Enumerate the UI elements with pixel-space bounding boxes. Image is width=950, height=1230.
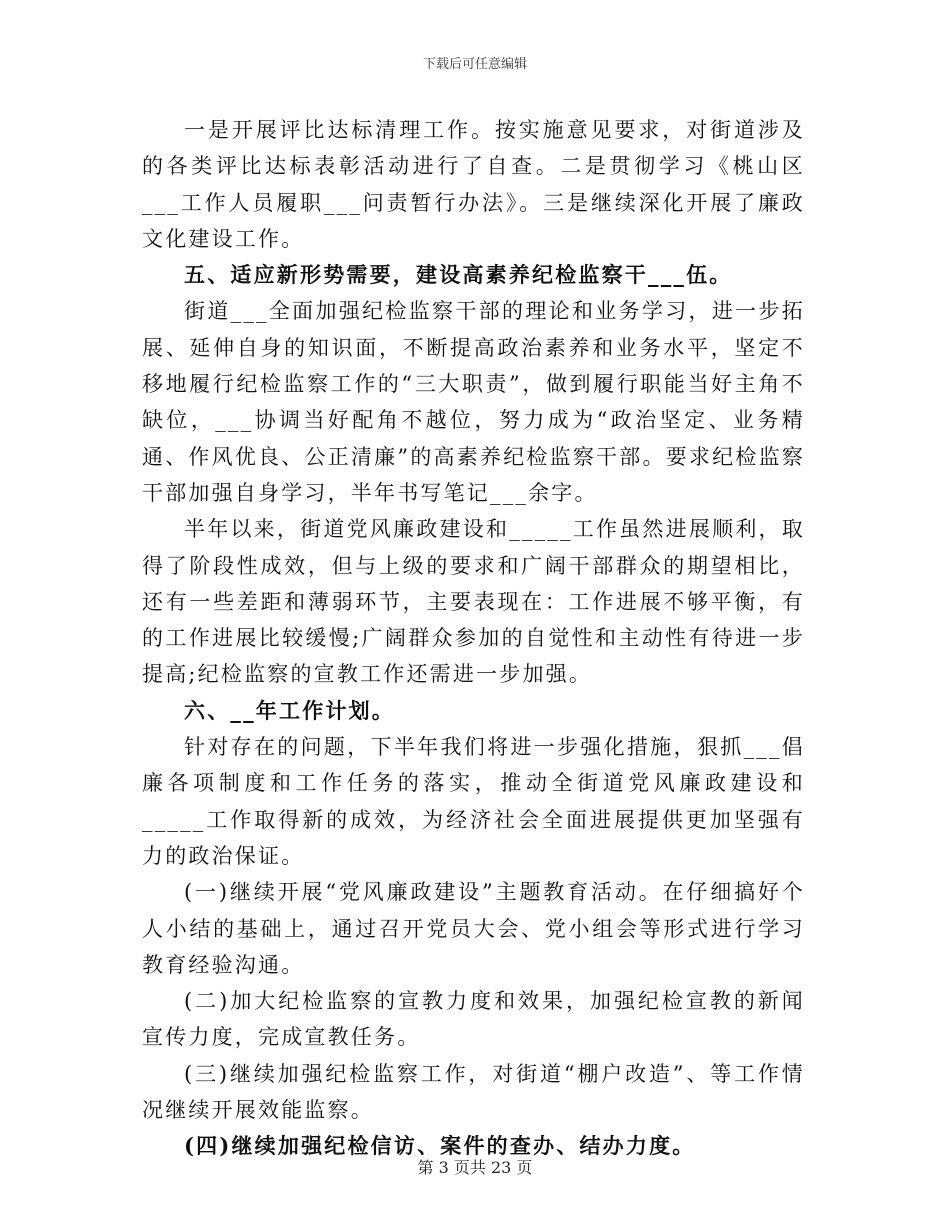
paragraph-plan-intro: 针对存在的问题，下半年我们将进一步强化措施，狠抓___倡廉各项制度和工作任务的落实，推动全街道党风廉政建设和_____工作取得新的成效，为经济社会全面进展提供更加坚强有力的政治保证。 <box>142 735 805 868</box>
paragraph-half-year-summary: 半年以来，街道党风廉政建设和_____工作虽然进展顺利，取得了阶段性成效，但与上级的要求和广阔干部群众的期望相比，还有一些差距和薄弱环节，主要表现在：工作进展不够平衡，有的工作进展比较缓慢;广阔群众参加的自觉性和主动性有待进一步提高;纪检监察的宣教工作还需进一步加强。 <box>142 517 805 687</box>
plan-item-2: (二)加大纪检监察的宣教力度和效果，加强纪检宣教的新闻宣传力度，完成宣教任务。 <box>142 989 805 1050</box>
plan-item-1: (一)继续开展“党风廉政建设”主题教育活动。在仔细搞好个人小结的基础上，通过召开党员大会、党小组会等形式进行学习教育经验沟通。 <box>142 880 805 977</box>
document-body <box>142 112 805 1165</box>
paragraph-item-1: 一是开展评比达标清理工作。按实施意见要求，对街道涉及的各类评比达标表彰活动进行了自查。二是贯彻学习《桃山区___工作人员履职___问责暂行办法》。三是继续深化开展了廉政文化建设工作。 <box>142 118 805 251</box>
page-footer: 第 3 页共 23 页 <box>417 1158 533 1177</box>
section-heading-6: 六、__年工作计划。 <box>184 697 395 723</box>
section-heading-5: 五、适应新形势需要，建设高素养纪检监察干___伍。 <box>184 262 733 288</box>
plan-item-4: (四)继续加强纪检信访、案件的查办、结办力度。 <box>184 1133 696 1159</box>
page-header: 下载后可任意编辑 <box>422 57 527 72</box>
plan-item-3: (三)继续加强纪检监察工作，对街道“棚户改造”、等工作情况继续开展效能监察。 <box>142 1061 805 1123</box>
paragraph-cadre-training: 街道___全面加强纪检监察干部的理论和业务学习，进一步拓展、延伸自身的知识面，不断提高政治素养和业务水平，坚定不移地履行纪检监察工作的“三大职责”，做到履行职能当好主角不缺位，___协调当好配角不越位，努力成为“政治坚定、业务精通、作风优良、公正清廉”的高素养纪检监察干部。要求纪检监察干部加强自身学习，半年书写笔记___余字。 <box>142 299 805 505</box>
